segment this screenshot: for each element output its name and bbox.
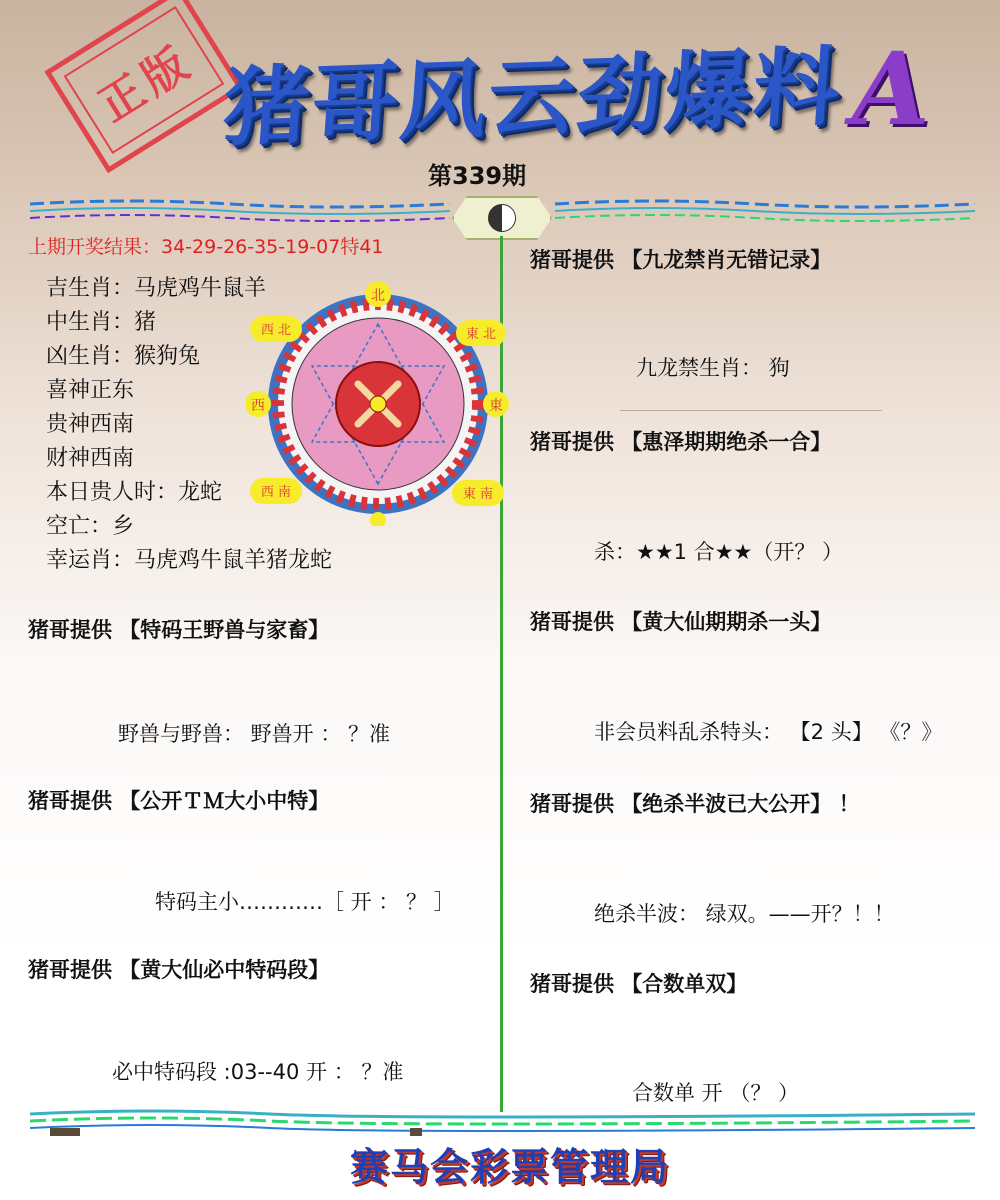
dir-northeast: 東 北 [465,327,497,342]
info-row: 吉生肖：马虎鸡牛鼠羊 [46,276,267,301]
right-section-body: 杀：★★1 合★★（开？ ） [594,540,844,564]
dir-west: 西 [251,398,265,414]
left-section-title: 猪哥提供 【特码王野兽与家畜】 [28,618,330,642]
bagua-emblem-icon [452,196,552,240]
last-draw-result: 上期开奖结果：34-29-26-35-19-07特41 [28,236,384,258]
left-section-title: 猪哥提供 【公开ＴＭ大小中特】 [28,789,330,813]
info-row: 贵神西南 [46,412,135,437]
right-section-body: 九龙禁生肖： 狗 [636,356,790,380]
authentic-stamp [44,0,243,173]
info-row: 喜神正东 [46,378,135,403]
left-section-body: 野兽与野兽： 野兽开 ： ？准 [118,722,391,746]
right-section-body: 合数单 开 （？ ） [632,1081,800,1105]
stamp-text: 正版 [64,6,225,154]
wheel-hub [370,396,386,412]
dir-east: 東 [489,398,503,414]
left-section-title: 猪哥提供 【黄大仙必中特码段】 [28,958,330,982]
dir-north: 北 [371,288,385,304]
page-title: 猪哥风云劲爆料 [219,37,845,159]
footer-org-name: 赛马会彩票管理局 [350,1145,671,1189]
info-row: 本日贵人时：龙蛇 [46,480,223,505]
edition-letter: A [852,30,930,148]
right-hairline [620,410,882,411]
dir-southeast: 東 南 [462,487,494,502]
right-section-title: 猪哥提供 【绝杀半波已大公开】 ！ [530,792,860,816]
dir-southwest: 西 南 [260,485,292,500]
bottom-wave-divider [30,1108,975,1138]
yin-yang-icon [488,204,516,232]
info-row: 中生肖：猪 [46,310,157,335]
right-section-body: 绝杀半波： 绿双。——开？！！ [594,902,895,926]
left-section-body: 特码主小…………［ 开 ： ？ ］ [155,890,455,914]
right-section-title: 猪哥提供 【九龙禁肖无错记录】 [530,248,832,272]
right-section-title: 猪哥提供 【惠泽期期绝杀一合】 [530,430,832,454]
info-row: 幸运肖：马虎鸡牛鼠羊猪龙蛇 [46,548,333,573]
dir-northwest: 西 北 [260,323,292,338]
info-row: 财神西南 [46,446,135,471]
left-section-body: 必中特码段 :03--40 开 ： ？准 [112,1060,404,1084]
info-row: 空亡：乡 [46,514,135,539]
compass-wheel [246,282,510,526]
right-section-body: 非会员料乱杀特头： 【2 头】 《？》 [594,720,943,744]
right-section-title: 猪哥提供 【黄大仙期期杀一头】 [530,610,832,634]
info-row: 凶生肖：猴狗兔 [46,344,201,369]
issue-number: 第339期 [428,162,527,190]
right-section-title: 猪哥提供 【合数单双】 [530,972,748,996]
